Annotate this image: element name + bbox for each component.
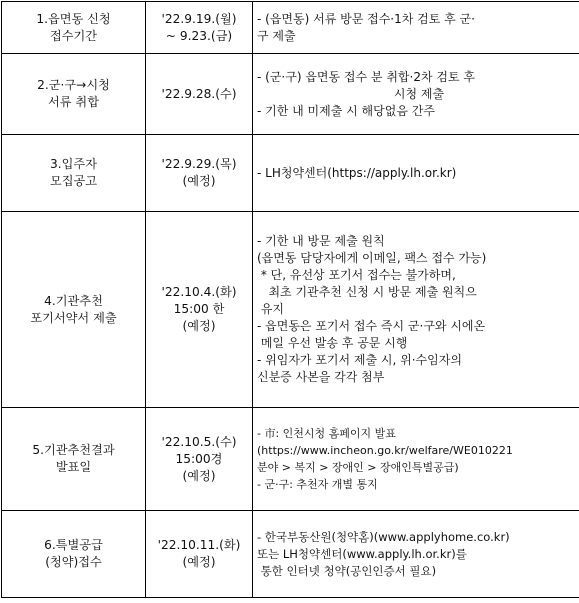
details-cell xyxy=(253,408,579,511)
date-cell xyxy=(146,54,253,135)
details-cell xyxy=(253,2,579,54)
date-text: '22.9.19.(월) xyxy=(161,11,237,26)
date-text: (예정) xyxy=(182,174,216,188)
item-cell xyxy=(2,212,146,408)
detail-line: - 위임자가 포기서 제출 시, 위·수임자의 xyxy=(257,353,462,367)
item-text: 4.기관추천 xyxy=(44,293,103,308)
detail-line: 구 제출 xyxy=(257,28,296,43)
detail-line: 시청 제출 xyxy=(393,86,445,101)
item-cell xyxy=(2,511,146,598)
item-text: 2.군·구→시청 xyxy=(37,78,110,92)
item-text: 포기서약서 제출 xyxy=(30,310,117,325)
date-text: '22.10.5.(수) xyxy=(161,434,237,449)
detail-line: - 한국부동산원(청약홈)(www.applyhome.co.kr) xyxy=(257,529,510,544)
detail-line: - LH청약센터(https://apply.lh.or.kr) xyxy=(257,165,457,180)
item-text: 모집공고 xyxy=(49,174,98,188)
date-text: 15:00 한 xyxy=(173,302,225,316)
item-text: (청약)접수 xyxy=(45,555,102,569)
date-cell xyxy=(146,212,253,408)
table-row xyxy=(2,54,579,135)
detail-line: 유지 xyxy=(257,302,284,316)
detail-line: (읍면동 담당자에게 이메일, 팩스 접수 가능) xyxy=(257,251,487,265)
detail-line: 신분증 사본을 각각 첨부 xyxy=(257,370,385,384)
item-text: 접수기간 xyxy=(49,28,98,43)
date-text: ~ 9.23.(금) xyxy=(165,28,233,43)
item-text: 6.특별공급 xyxy=(44,538,103,552)
date-cell xyxy=(146,511,253,598)
detail-line: * 단, 유선상 포기서 접수는 불가하며, xyxy=(257,268,456,282)
item-cell xyxy=(2,135,146,212)
table-row xyxy=(2,2,579,54)
date-text: '22.10.4.(화) xyxy=(161,285,237,299)
date-text: (예정) xyxy=(182,555,216,569)
date-cell xyxy=(146,2,253,54)
item-cell xyxy=(2,408,146,511)
details-cell xyxy=(253,212,579,408)
table-row xyxy=(2,212,579,408)
item-cell xyxy=(2,54,146,135)
item-text: 1.읍면동 신청 xyxy=(36,11,111,26)
date-text: 15:00경 xyxy=(175,451,223,466)
item-text: 3.입주자 xyxy=(50,157,97,171)
date-cell xyxy=(146,408,253,511)
detail-line: - 기한 내 방문 제출 원칙 xyxy=(257,234,385,248)
table-row xyxy=(2,135,579,212)
detail-line: 분야 > 복지 > 장애인 > 장애인특별공급) xyxy=(257,461,459,474)
detail-line: - (읍면동) 서류 방문 접수·1차 검토 후 군· xyxy=(257,11,475,26)
item-text: 5.기관추천결과 xyxy=(32,443,115,457)
details-cell xyxy=(253,135,579,212)
date-text: '22.9.29.(목) xyxy=(161,157,237,171)
detail-line: - 市: 인천시청 홈페이지 발표 xyxy=(257,427,396,440)
detail-line: 통한 인터넷 청약(공인인증서 필요) xyxy=(257,563,437,578)
detail-line: - 읍면동은 포기서 접수 즉시 군·구와 시에온 xyxy=(257,319,486,333)
item-text: 서류 취합 xyxy=(48,95,99,109)
details-cell xyxy=(253,54,579,135)
date-text: (예정) xyxy=(182,319,216,333)
item-cell xyxy=(2,2,146,54)
date-text: '22.9.28.(수) xyxy=(161,86,237,101)
detail-line: 최초 기관추천 신청 시 방문 제출 원칙으 xyxy=(257,285,477,299)
detail-line: - (군·구) 읍면동 접수 분 취합·2차 검토 후 xyxy=(257,69,475,84)
date-text: (예정) xyxy=(182,468,216,483)
table-row xyxy=(2,511,579,598)
date-text: '22.10.11.(화) xyxy=(157,538,241,552)
details-cell xyxy=(253,511,579,598)
detail-line: - 기한 내 미제출 시 해당없음 간주 xyxy=(257,103,435,118)
date-cell xyxy=(146,135,253,212)
table-row xyxy=(2,408,579,511)
detail-line: 또는 LH청약센터(www.apply.lh.or.kr)를 xyxy=(257,546,467,561)
detail-line: - 군·구: 추천자 개별 통지 xyxy=(257,478,378,491)
item-text: 발표일 xyxy=(55,460,92,474)
detail-line: 메일 우선 발송 후 공문 시행 xyxy=(257,336,408,350)
schedule-table xyxy=(1,1,579,598)
detail-line: (https://www.incheon.go.kr/welfare/WE010221 xyxy=(257,444,513,457)
